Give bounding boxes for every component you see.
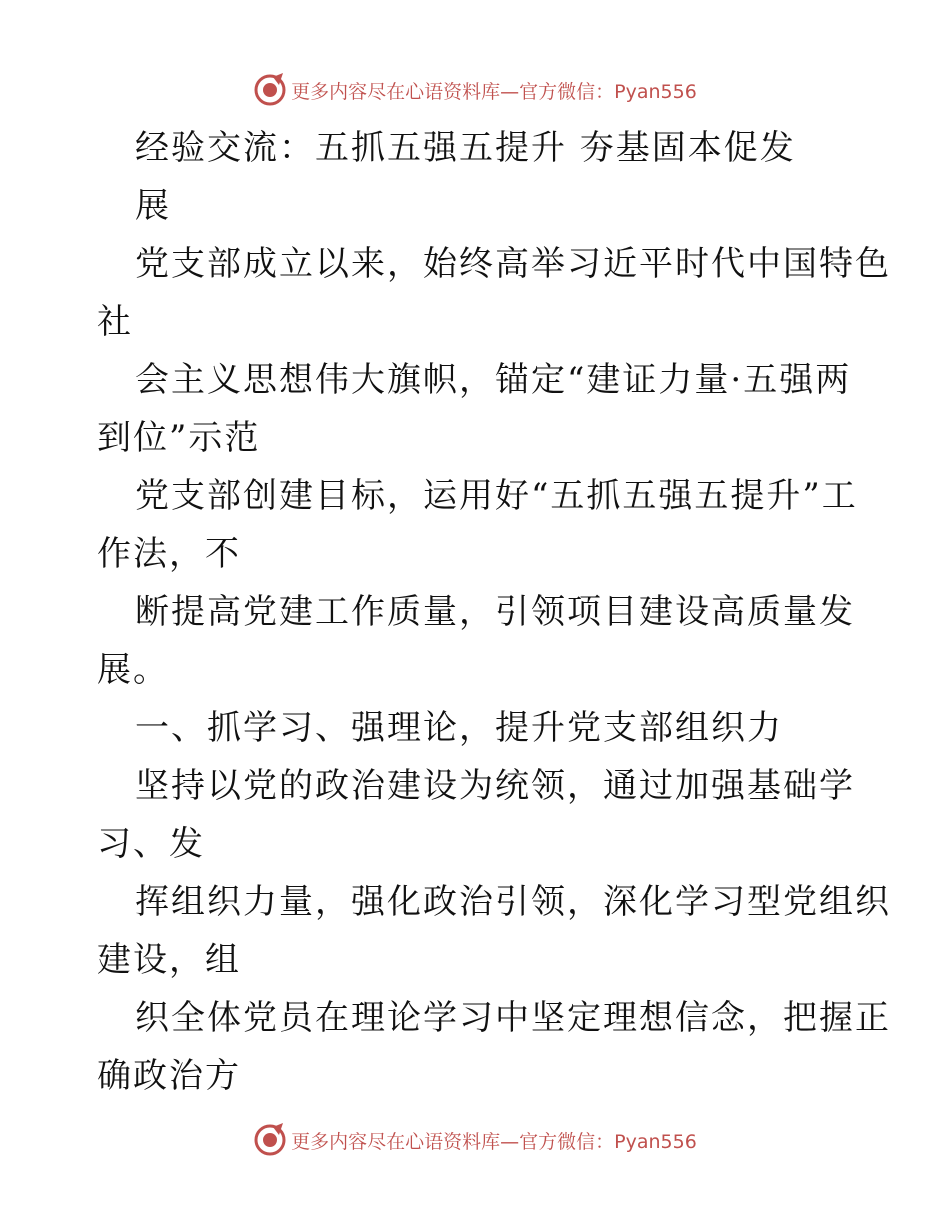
paragraph-line: 党支部创建目标，运用好“五抓五强五提升”工 xyxy=(135,476,858,516)
header-banner-text: 更多内容尽在心语资料库—官方微信：Pyan556 xyxy=(291,80,697,103)
logo-icon xyxy=(253,1123,287,1157)
paragraph-line: 挥组织力量，强化政治引领，深化学习型党组织 xyxy=(135,882,891,922)
paragraph-line: 展。 xyxy=(97,650,169,690)
paragraph-line: 习、发 xyxy=(97,824,205,864)
paragraph-line: 社 xyxy=(97,302,133,342)
paragraph-line: 确政治方 xyxy=(97,1056,241,1096)
doc-title-line: 展 xyxy=(135,186,171,226)
section-heading-line: 一、抓学习、强理论，提升党支部组织力 xyxy=(135,708,783,748)
footer-banner xyxy=(0,1120,950,1160)
paragraph-line: 到位”示范 xyxy=(97,418,261,458)
header-banner xyxy=(0,70,950,110)
paragraph-line: 作法，不 xyxy=(97,534,241,574)
doc-title-line: 经验交流：五抓五强五提升 夯基固本促发 xyxy=(135,128,796,168)
paragraph-line: 织全体党员在理论学习中坚定理想信念，把握正 xyxy=(135,998,891,1038)
footer-banner-text: 更多内容尽在心语资料库—官方微信：Pyan556 xyxy=(291,1130,697,1153)
paragraph-line: 建设，组 xyxy=(97,940,241,980)
paragraph-line: 断提高党建工作质量，引领项目建设高质量发 xyxy=(135,592,855,632)
paragraph-line: 会主义思想伟大旗帜，锚定“建证力量·五强两 xyxy=(135,360,852,400)
logo-icon xyxy=(253,73,287,107)
paragraph-line: 坚持以党的政治建设为统领，通过加强基础学 xyxy=(135,766,855,806)
paragraph-line: 党支部成立以来，始终高举习近平时代中国特色 xyxy=(135,244,891,284)
